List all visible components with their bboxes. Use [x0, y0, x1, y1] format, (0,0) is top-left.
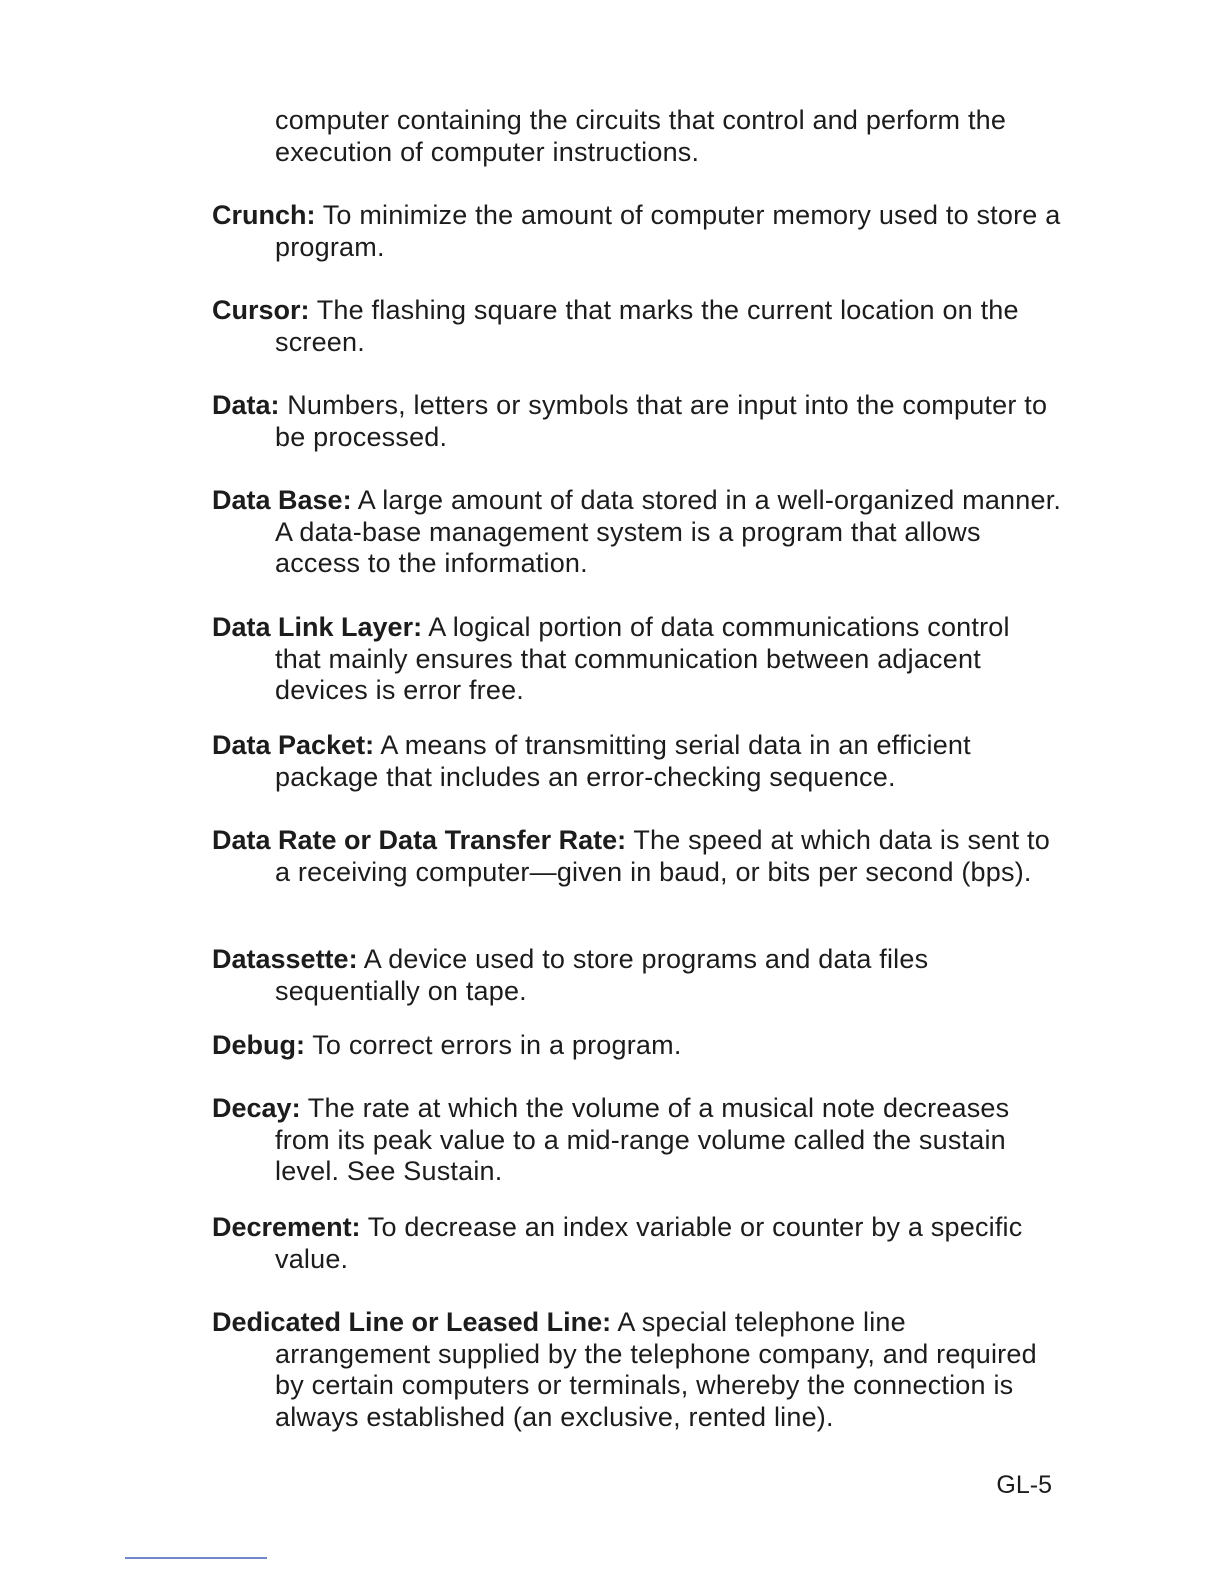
glossary-definition: A means of transmitting serial data in an efficient package that includes an error-checking sequence. — [275, 730, 971, 792]
glossary-term: Crunch: — [212, 200, 316, 230]
glossary-entry-decrement — [212, 1212, 1062, 1275]
glossary-entry-debug — [212, 1030, 1062, 1062]
glossary-term: Decay: — [212, 1093, 301, 1123]
glossary-entry-data-base — [212, 485, 1062, 580]
glossary-term: Cursor: — [212, 295, 310, 325]
glossary-definition: To correct errors in a program. — [312, 1030, 682, 1060]
glossary-definition: A device used to store programs and data files sequentially on tape. — [275, 944, 929, 1006]
glossary-entry-dedicated-line — [212, 1307, 1062, 1433]
glossary-term: Data Base: — [212, 485, 352, 515]
glossary-entry-data — [212, 390, 1062, 453]
glossary-entry-data-packet — [212, 730, 1062, 793]
glossary-definition: A large amount of data stored in a well-organized manner. A data-base management system is a program that allows access to the information. — [275, 485, 1062, 579]
glossary-entry-crunch — [212, 200, 1062, 263]
glossary-definition: A logical portion of data communications control that mainly ensures that communication between adjacent devices is error free. — [275, 612, 1010, 706]
glossary-term: Decrement: — [212, 1212, 361, 1242]
glossary-term: Data Packet: — [212, 730, 375, 760]
glossary-entry-datassette — [212, 944, 1062, 1007]
glossary-definition: The flashing square that marks the current location on the screen. — [275, 295, 1019, 357]
glossary-entry-data-rate — [212, 825, 1062, 888]
glossary-definition: To decrease an index variable or counter by a specific value. — [275, 1212, 1023, 1274]
page-number: GL-5 — [996, 1471, 1052, 1499]
glossary-term: Datassette: — [212, 944, 358, 974]
glossary-definition: A special telephone line arrangement supplied by the telephone company, and required by certain computers or terminals, whereby the connection is always established (an exclusive, rented line). — [275, 1307, 1037, 1432]
glossary-definition: Numbers, letters or symbols that are input into the computer to be processed. — [275, 390, 1048, 452]
continued-definition: computer containing the circuits that control and perform the execution of computer instructions. — [275, 105, 1007, 167]
glossary-term: Data Link Layer: — [212, 612, 423, 642]
glossary-definition: The speed at which data is sent to a receiving computer—given in baud, or bits per second (bps). — [275, 825, 1050, 887]
glossary-entry-data-link-layer — [212, 612, 1062, 707]
glossary-definition: To minimize the amount of computer memory used to store a program. — [275, 200, 1061, 262]
glossary-term: Data Rate or Data Transfer Rate: — [212, 825, 627, 855]
glossary-term: Dedicated Line or Leased Line: — [212, 1307, 612, 1337]
glossary-term: Data: — [212, 390, 280, 420]
glossary-entry-cursor — [212, 295, 1062, 358]
glossary-entry-decay — [212, 1093, 1062, 1188]
glossary-definition: The rate at which the volume of a musical note decreases from its peak value to a mid-range volume called the sustain level. See Sustain. — [275, 1093, 1010, 1187]
bottom-divider — [125, 1557, 267, 1559]
glossary-term: Debug: — [212, 1030, 305, 1060]
